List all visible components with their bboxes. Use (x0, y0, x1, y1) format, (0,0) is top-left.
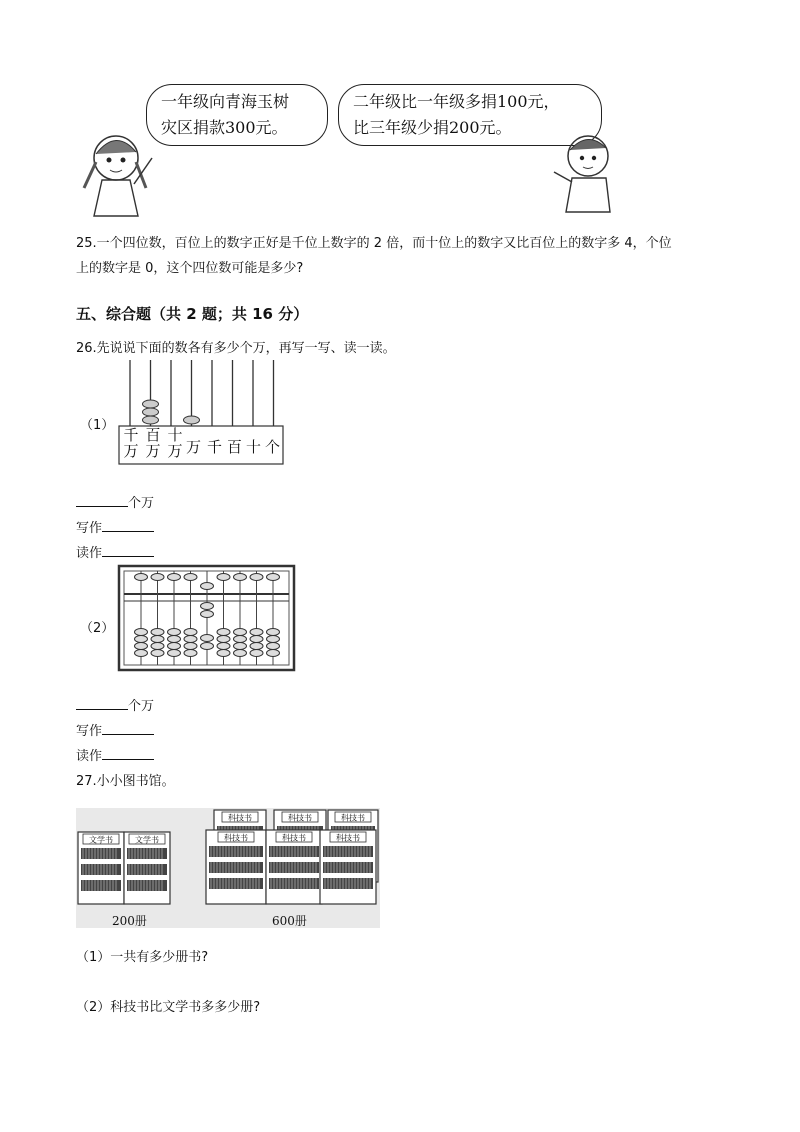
lower-bead (184, 650, 197, 657)
q26-part1-label: （1） (80, 418, 115, 433)
lower-bead (168, 650, 181, 657)
boy-figure-icon (548, 124, 618, 214)
q27-text: 27.小小图书馆。 (76, 774, 175, 789)
girl-figure-icon (78, 118, 158, 218)
library-picture (76, 808, 380, 928)
q26-part2-read-blank[interactable] (102, 749, 154, 760)
place-label-ge: 个 (265, 438, 281, 456)
lower-bead (201, 603, 214, 610)
q26-part2-count-blank[interactable] (76, 699, 128, 710)
lower-bead (217, 643, 230, 650)
lower-bead (135, 629, 148, 636)
q26-part2-write-blank[interactable] (102, 724, 154, 735)
science-shelf (320, 830, 376, 904)
shelf-tag: 科技书 (224, 833, 248, 843)
boy-bubble-line-1: 二年级比一年级多捐100元， (353, 92, 560, 111)
lower-bead (184, 636, 197, 643)
girl-speech-bubble (146, 84, 328, 146)
upper-bead (217, 574, 230, 581)
boy-bubble-line-2: 比三年级少捐200元。 (353, 118, 512, 137)
right-shelf-count: 600册 (272, 914, 307, 928)
shelf-tag: 科技书 (288, 813, 312, 823)
q25-line-1: 25.一个四位数，百位上的数字正好是千位上数字的 2 倍，而十位上的数字又比百位上的数字多 4，个位 (76, 236, 672, 251)
q26-part1-count-suffix: 个万 (128, 496, 155, 511)
lower-bead (267, 636, 280, 643)
q26-part2-read-line (76, 745, 154, 764)
upper-bead (267, 574, 280, 581)
lower-bead (201, 643, 214, 650)
place-label-qianwan: 千 万 (123, 426, 139, 460)
place-label-qian: 千 (207, 438, 223, 456)
lower-bead (234, 629, 247, 636)
lower-bead (151, 643, 164, 650)
lower-bead (267, 643, 280, 650)
q26-part1-read-line (76, 542, 154, 561)
shelf-tag: 文学书 (89, 835, 113, 845)
lower-bead (201, 635, 214, 642)
literature-shelf (78, 832, 124, 904)
upper-bead (250, 574, 263, 581)
q27-sub-2: （2）科技书比文学书多多少册? (76, 1000, 261, 1015)
shelf-tag: 科技书 (336, 833, 360, 843)
q26-part2-write-line (76, 720, 154, 739)
q26-part1-count-blank[interactable] (76, 496, 128, 507)
abacus-2 (117, 564, 297, 674)
lower-bead (135, 650, 148, 657)
girl-bubble-line-2: 灾区捐款300元。 (161, 118, 288, 137)
lower-bead (234, 650, 247, 657)
lower-bead (151, 629, 164, 636)
lower-bead (217, 636, 230, 643)
q26-part2-write-label: 写作 (76, 724, 103, 739)
place-label-wan: 万 (186, 438, 202, 456)
bead (143, 400, 159, 408)
q27-sub-1: （1）一共有多少册书? (76, 950, 209, 965)
q26-part1-write-blank[interactable] (102, 521, 154, 532)
lower-bead (168, 643, 181, 650)
upper-bead (201, 583, 214, 590)
lower-bead (217, 650, 230, 657)
shelf-tag: 文学书 (135, 835, 159, 845)
shelf-tag: 科技书 (341, 813, 365, 823)
lower-bead (250, 629, 263, 636)
bead (143, 416, 159, 424)
q26-part1-read-blank[interactable] (102, 546, 154, 557)
lower-bead (184, 629, 197, 636)
lower-bead (234, 636, 247, 643)
upper-bead (234, 574, 247, 581)
upper-bead (151, 574, 164, 581)
left-shelf-count: 200册 (112, 914, 147, 928)
science-shelf (266, 830, 322, 904)
q26-part1-write-line (76, 517, 154, 536)
upper-bead (168, 574, 181, 581)
place-label-bai: 百 (227, 438, 243, 456)
lower-bead (234, 643, 247, 650)
q26-part2-read-label: 读作 (76, 749, 103, 764)
q26-part1-write-label: 写作 (76, 521, 103, 536)
counting-frame-1-places (119, 427, 283, 463)
lower-bead (168, 629, 181, 636)
lower-bead (151, 636, 164, 643)
lower-bead (135, 636, 148, 643)
bead (143, 408, 159, 416)
lower-bead (135, 643, 148, 650)
shelf-tag: 科技书 (228, 813, 252, 823)
q26-part1-count-line (76, 492, 154, 511)
literature-shelf (124, 832, 170, 904)
place-label-baiwan: 百 万 (145, 426, 161, 460)
upper-bead (135, 574, 148, 581)
upper-bead (184, 574, 197, 581)
q26-part2-count-line (76, 695, 154, 714)
girl-bubble-line-1: 一年级向青海玉树 (161, 92, 290, 111)
lower-bead (201, 611, 214, 618)
lower-bead (151, 650, 164, 657)
q26-part2-label: （2） (80, 621, 115, 636)
q25-line-2: 上的数字是 0，这个四位数可能是多少? (76, 261, 304, 276)
q26-part2-count-suffix: 个万 (128, 699, 155, 714)
lower-bead (267, 650, 280, 657)
section-5-title: 五、综合题（共 2 题；共 16 分） (76, 305, 309, 323)
lower-bead (250, 636, 263, 643)
lower-bead (250, 643, 263, 650)
lower-bead (184, 643, 197, 650)
place-label-shi: 十 (246, 438, 262, 456)
q26-part1-read-label: 读作 (76, 546, 103, 561)
q26-text: 26.先说说下面的数各有多少个万，再写一写、读一读。 (76, 341, 396, 356)
shelf-tag: 科技书 (282, 833, 306, 843)
place-label-shiwan: 十 万 (167, 426, 183, 460)
lower-bead (250, 650, 263, 657)
science-shelf (206, 830, 266, 904)
bookshelves-icon (76, 808, 380, 928)
bead (184, 416, 200, 424)
lower-bead (168, 636, 181, 643)
lower-bead (217, 629, 230, 636)
lower-bead (267, 629, 280, 636)
